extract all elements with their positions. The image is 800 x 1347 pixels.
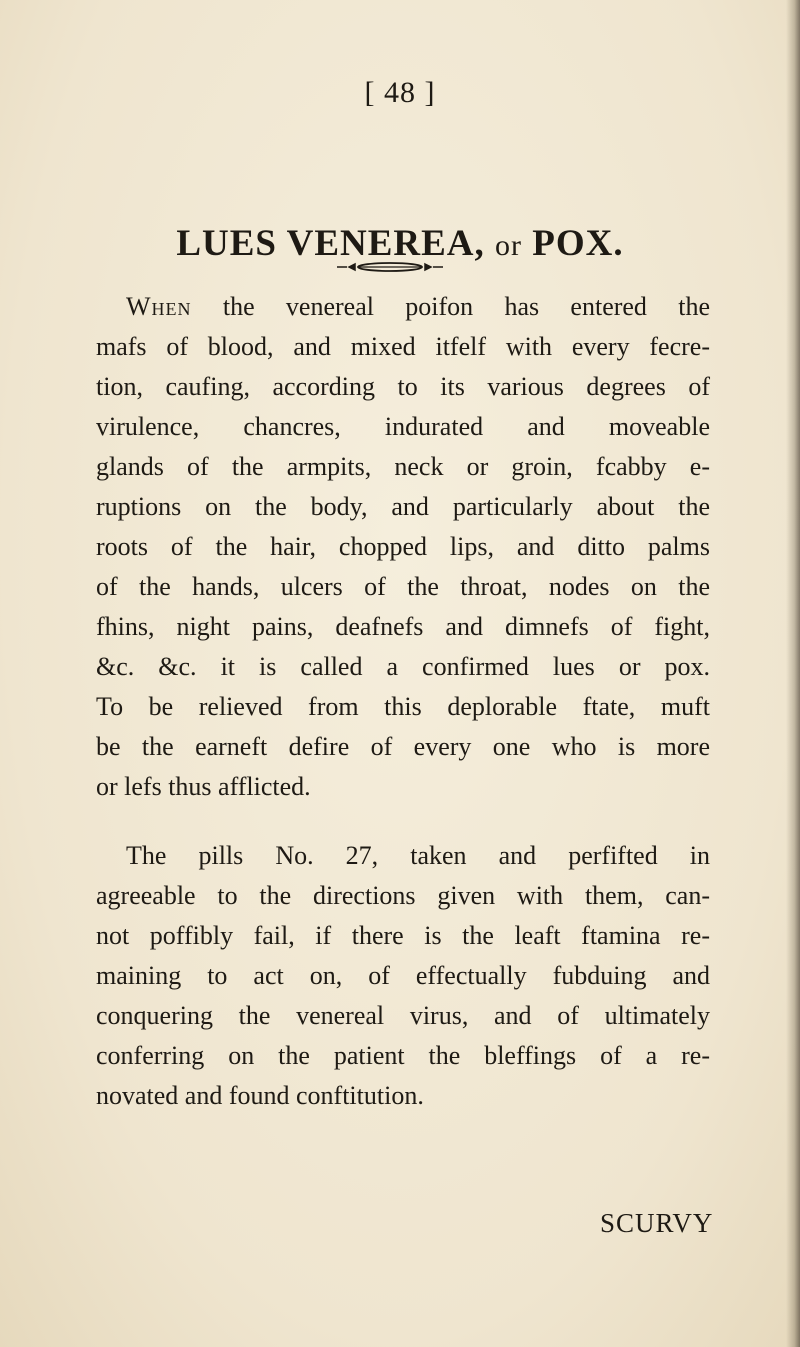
text-line: be the earneft defire of every one who is more	[96, 732, 710, 761]
text-line: fhins, night pains, deafnefs and dimnefs of fight,	[96, 612, 710, 641]
text-line: of the hands, ulcers of the throat, nodes on the	[96, 572, 710, 601]
text-line: When the venereal poifon has entered the	[126, 292, 710, 321]
text-line: roots of the hair, chopped lips, and ditto palms	[96, 532, 710, 561]
heading-tail: POX.	[532, 223, 624, 264]
paragraph-pills	[96, 836, 710, 1116]
text-line: ruptions on the body, and particularly about the	[96, 492, 710, 521]
paragraph-lues	[96, 287, 710, 807]
page-edge-shadow	[786, 0, 800, 1347]
text-line: conferring on the patient the bleffings of a re-	[96, 1041, 710, 1070]
text-line: agreeable to the directions given with them, can-	[96, 881, 710, 910]
heading-connector: or	[495, 229, 523, 262]
text-line: virulence, chancres, indurated and moveable	[96, 412, 710, 441]
heading-main: LUES VENEREA,	[176, 223, 485, 264]
page-number: [ 48 ]	[364, 76, 436, 109]
text-line: The pills No. 27, taken and perfifted in	[126, 841, 710, 870]
section-heading	[0, 222, 800, 265]
text-line: maining to act on, of effectually fubduing and	[96, 961, 710, 990]
text-line: mafs of blood, and mixed itfelf with every fecre-	[96, 332, 710, 361]
text-line: novated and found conftitution.	[96, 1081, 424, 1110]
lead-word: When	[126, 292, 192, 321]
text-line: not poffibly fail, if there is the leaft ftamina re-	[96, 921, 710, 950]
text-line: or lefs thus afflicted.	[96, 772, 311, 801]
text-line: conquering the venereal virus, and of ultimately	[96, 1001, 710, 1030]
text-line: To be relieved from this deplorable ftate, muft	[96, 692, 710, 721]
text-line: tion, caufing, according to its various degrees of	[96, 372, 710, 401]
catchword: SCURVY	[600, 1208, 714, 1238]
text-line: glands of the armpits, neck or groin, fcabby e-	[96, 452, 710, 481]
ornament-rule-icon	[335, 260, 445, 274]
text-line: &c. &c. it is called a confirmed lues or pox.	[96, 652, 710, 681]
